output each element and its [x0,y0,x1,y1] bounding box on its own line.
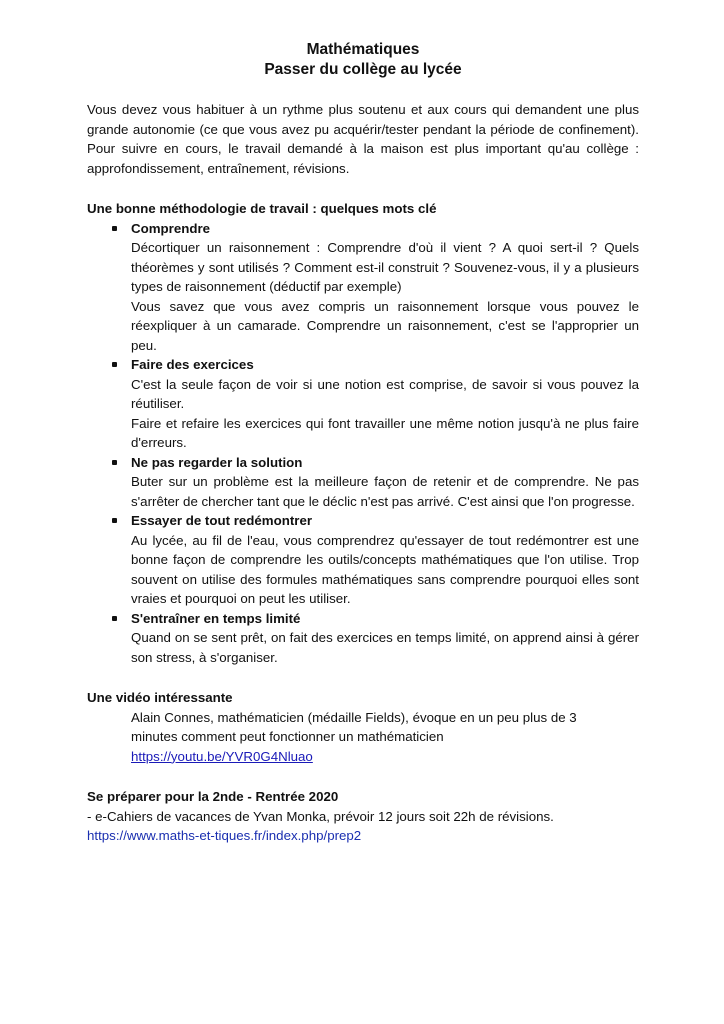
video-link[interactable]: https://youtu.be/YVR0G4Nluao [131,748,313,764]
item-title: Faire des exercices [131,357,254,372]
bullet-icon [112,226,117,231]
list-item [87,609,639,668]
video-heading: Une vidéo intéressante [87,690,233,705]
list-item [87,453,639,512]
item-title: S'entraîner en temps limité [131,610,301,626]
bullet-icon [112,460,117,465]
document-page [87,40,639,846]
title-line-2: Passer du collège au lycée [264,61,462,78]
bullet-icon [112,616,117,621]
item-text: Décortiquer un raisonnement : Comprendre d'où il vient ? A quoi sert-il ? Quels théorèmes y sont utilisés ? Comment est-il construit ? Souvenez-vous, il y a plusieurs types de raisonnement (déductif par exemple) [131,240,639,294]
intro-paragraph: Vous devez vous habituer à un rythme plus soutenu et aux cours qui demandent une plus grande autonomie (ce que vous avez pu acquérir/tester pendant la période de confinement). Pour suivre en cours, le travail demandé à la maison est plus important qu'au collège : approfondissement, entraînement, révisions. [87,102,639,176]
item-text: Buter sur un problème est la meilleure façon de retenir et de comprendre. Ne pas s'arrêter de chercher tant que le déclic n'est pas arrivé. C'est ainsi que l'on progresse. [131,474,639,509]
document-title [87,40,639,80]
item-text: Vous savez que vous avez compris un raisonnement lorsque vous pouvez le réexpliquer à un camarade. Comprendre un raisonnement, c'est se l'approprier un peu. [131,298,639,353]
bullet-icon [112,518,117,523]
list-item [87,511,639,609]
prep-heading: Se préparer pour la 2nde - Rentrée 2020 [87,789,339,804]
methodology-list [87,219,639,668]
video-description-line-1: Alain Connes, mathématicien (médaille Fields), évoque en un peu plus de 3 [131,709,577,725]
list-item [87,355,639,453]
video-block [87,708,639,767]
item-title: Essayer de tout redémontrer [131,513,313,528]
list-item [87,219,639,356]
prep-text: - e-Cahiers de vacances de Yvan Monka, prévoir 12 jours soit 22h de révisions. [87,808,554,824]
methodology-heading: Une bonne méthodologie de travail : quelques mots clé [87,201,437,216]
video-description-line-2: minutes comment peut fonctionner un mathématicien [131,729,444,744]
item-text: Quand on se sent prêt, on fait des exercices en temps limité, on apprend ainsi à gérer son stress, à s'organiser. [131,630,639,665]
item-title: Ne pas regarder la solution [131,454,303,470]
item-text: Au lycée, au fil de l'eau, vous comprendrez qu'essayer de tout redémontrer est une bonne façon de comprendre les outils/concepts mathématiques que l'on utilise. Trop souvent on utilise des formules mathématiques sans comprendre pourquoi elles sont vraies et pourquoi on peut les utiliser. [131,532,639,606]
prep-link[interactable]: https://www.maths-et-tiques.fr/index.php/prep2 [87,828,362,843]
item-text: C'est la seule façon de voir si une notion est comprise, de savoir si vous pouvez la réutiliser. [131,376,639,411]
item-text: Faire et refaire les exercices qui font travailler une même notion jusqu'à ne plus faire d'erreurs. [131,415,639,450]
item-title: Comprendre [131,220,211,236]
title-line-1: Mathématiques [306,41,420,58]
bullet-icon [112,362,117,367]
